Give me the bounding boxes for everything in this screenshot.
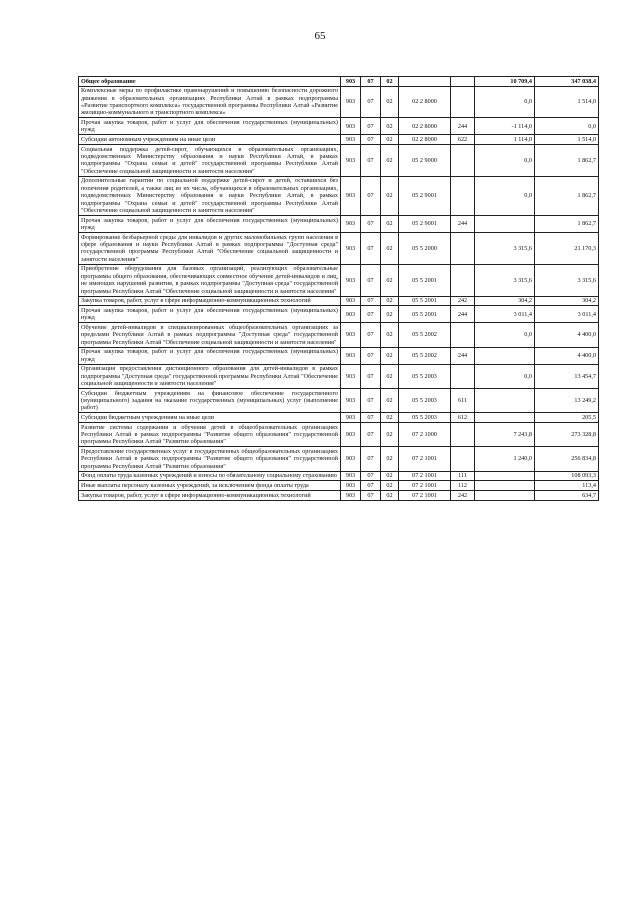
table-row — [79, 364, 599, 388]
rz-code-cell: 07 — [361, 145, 381, 177]
vr-code-cell: 242 — [451, 296, 475, 306]
amount-change-cell — [475, 389, 535, 413]
gr-code-cell: 903 — [341, 296, 361, 306]
vr-code-cell: 622 — [451, 135, 475, 145]
rz-code-cell: 07 — [361, 296, 381, 306]
item-name-cell: Предоставление государственных услуг в государственных общеобразовательных организациях Республики Алтай в рамках подпрограммы "Развитие общего образования" государственной программы Республики Алтай "Развитие образования" — [79, 447, 341, 471]
gr-code-cell: 903 — [341, 264, 361, 296]
vr-code-cell: 112 — [451, 481, 475, 491]
table-row — [79, 389, 599, 413]
vr-code-cell — [451, 447, 475, 471]
gr-code-cell: 903 — [341, 306, 361, 323]
gr-code-cell: 903 — [341, 86, 361, 118]
amount-total-cell: 3 315,6 — [535, 264, 599, 296]
amount-change-cell — [475, 491, 535, 501]
amount-total-cell: 108 093,3 — [535, 471, 599, 481]
pr-code-cell: 02 — [381, 491, 399, 501]
vr-code-cell: 244 — [451, 347, 475, 364]
amount-change-cell: 304,2 — [475, 296, 535, 306]
amount-change-cell — [475, 413, 535, 423]
pr-code-cell: 02 — [381, 323, 399, 347]
pr-code-cell: 02 — [381, 77, 399, 87]
csr-code-cell: 07 2 1001 — [399, 447, 451, 471]
amount-total-cell: 1 862,7 — [535, 145, 599, 177]
pr-code-cell: 02 — [381, 145, 399, 177]
table-row — [79, 216, 599, 233]
item-name-cell: Субсидии бюджетным учреждениям на иные цели — [79, 413, 341, 423]
vr-code-cell — [451, 233, 475, 265]
amount-change-cell: 1 240,0 — [475, 447, 535, 471]
vr-code-cell — [451, 264, 475, 296]
rz-code-cell: 07 — [361, 118, 381, 135]
pr-code-cell: 02 — [381, 423, 399, 447]
table-row — [79, 347, 599, 364]
vr-code-cell — [451, 423, 475, 447]
pr-code-cell: 02 — [381, 216, 399, 233]
gr-code-cell: 903 — [341, 364, 361, 388]
rz-code-cell: 07 — [361, 233, 381, 265]
pr-code-cell: 02 — [381, 86, 399, 118]
amount-change-cell: -1 114,0 — [475, 118, 535, 135]
amount-total-cell: 304,2 — [535, 296, 599, 306]
page-number: 65 — [314, 30, 326, 42]
csr-code-cell: 05 5 2003 — [399, 389, 451, 413]
vr-code-cell: 244 — [451, 306, 475, 323]
csr-code-cell: 05 5 2000 — [399, 233, 451, 265]
amount-change-cell: 3 315,6 — [475, 264, 535, 296]
gr-code-cell: 903 — [341, 447, 361, 471]
table-row — [79, 413, 599, 423]
item-name-cell: Формирование безбарьерной среды для инвалидов и других маломобильных групп населения в сфере образования и науки Республики Алтай в рамках подпрограммы "Доступная среда" государственной программы Республики Алтай "Обеспечение социальной защищенности и занятости населения" — [79, 233, 341, 265]
csr-code-cell: 07 2 1001 — [399, 491, 451, 501]
table-row — [79, 481, 599, 491]
pr-code-cell: 02 — [381, 471, 399, 481]
amount-total-cell: 113,4 — [535, 481, 599, 491]
csr-code-cell: 02 2 8000 — [399, 118, 451, 135]
pr-code-cell: 02 — [381, 413, 399, 423]
amount-total-cell: 0,0 — [535, 118, 599, 135]
pr-code-cell: 02 — [381, 296, 399, 306]
gr-code-cell: 903 — [341, 423, 361, 447]
item-name-cell: Комплексные меры по профилактике правонарушений и повышению безопасности дорожного движения в образовательных организациях Республики Алтай в рамках подпрограммы «Развитие транспортного комплекса» государственной программы Республики Алтай «Развитие жилищно-коммунального и транспортного комплекса» — [79, 86, 341, 118]
pr-code-cell: 02 — [381, 347, 399, 364]
gr-code-cell: 903 — [341, 176, 361, 215]
csr-code-cell: 05 2 9001 — [399, 216, 451, 233]
csr-code-cell: 02 2 8000 — [399, 135, 451, 145]
gr-code-cell: 903 — [341, 389, 361, 413]
budget-table — [78, 76, 599, 501]
amount-change-cell — [475, 471, 535, 481]
amount-change-cell: 0,0 — [475, 86, 535, 118]
rz-code-cell: 07 — [361, 491, 381, 501]
vr-code-cell — [451, 145, 475, 177]
csr-code-cell: 05 5 2001 — [399, 264, 451, 296]
amount-total-cell: 205,5 — [535, 413, 599, 423]
item-name-cell: Иные выплаты персоналу казенных учреждений, за исключением фонда оплаты труда — [79, 481, 341, 491]
vr-code-cell: 244 — [451, 118, 475, 135]
vr-code-cell — [451, 364, 475, 388]
amount-total-cell: 13 249,2 — [535, 389, 599, 413]
gr-code-cell: 903 — [341, 413, 361, 423]
pr-code-cell: 02 — [381, 135, 399, 145]
amount-total-cell: 256 834,8 — [535, 447, 599, 471]
gr-code-cell: 903 — [341, 118, 361, 135]
table-row — [79, 145, 599, 177]
rz-code-cell: 07 — [361, 364, 381, 388]
rz-code-cell: 07 — [361, 413, 381, 423]
item-name-cell: Фонд оплаты труда казенных учреждений и взносы по обязательному социальному страхованию — [79, 471, 341, 481]
item-name-cell: Дополнительные гарантии по социальной поддержке детей-сирот и детей, оставшихся без попечения родителей, а также лиц из их числа, обучающихся в образовательных организациях, подведомственных Министерству образования и науки Республики Алтай, в рамках подпрограммы "Охрана семьи и детей" государственной программы Республики Алтай "Обеспечение социальной защищенности и занятости населения" — [79, 176, 341, 215]
rz-code-cell: 07 — [361, 323, 381, 347]
table-row — [79, 491, 599, 501]
vr-code-cell — [451, 77, 475, 87]
amount-total-cell: 4 400,0 — [535, 347, 599, 364]
csr-code-cell: 07 2 1001 — [399, 471, 451, 481]
csr-code-cell: 02 2 8000 — [399, 86, 451, 118]
table-row — [79, 296, 599, 306]
pr-code-cell: 02 — [381, 447, 399, 471]
pr-code-cell: 02 — [381, 118, 399, 135]
rz-code-cell: 07 — [361, 389, 381, 413]
amount-total-cell: 1 514,0 — [535, 135, 599, 145]
table-row — [79, 118, 599, 135]
csr-code-cell: 05 5 2003 — [399, 364, 451, 388]
gr-code-cell: 903 — [341, 471, 361, 481]
csr-code-cell: 05 2 9001 — [399, 176, 451, 215]
amount-total-cell: 634,7 — [535, 491, 599, 501]
table-row — [79, 306, 599, 323]
amount-change-cell: 7 243,8 — [475, 423, 535, 447]
pr-code-cell: 02 — [381, 481, 399, 491]
table-row — [79, 86, 599, 118]
table-row — [79, 264, 599, 296]
item-name-cell: Субсидии автономным учреждениям на иные цели — [79, 135, 341, 145]
csr-code-cell: 07 2 1001 — [399, 481, 451, 491]
rz-code-cell: 07 — [361, 135, 381, 145]
amount-total-cell: 1 862,7 — [535, 176, 599, 215]
vr-code-cell: 611 — [451, 389, 475, 413]
rz-code-cell: 07 — [361, 306, 381, 323]
vr-code-cell: 111 — [451, 471, 475, 481]
rz-code-cell: 07 — [361, 216, 381, 233]
item-name-cell: Прочая закупка товаров, работ и услуг для обеспечения государственных (муниципальных) нужд — [79, 118, 341, 135]
csr-code-cell: 07 2 1000 — [399, 423, 451, 447]
csr-code-cell — [399, 77, 451, 87]
pr-code-cell: 02 — [381, 306, 399, 323]
table-row — [79, 135, 599, 145]
vr-code-cell — [451, 176, 475, 215]
amount-change-cell: 10 709,4 — [475, 77, 535, 87]
amount-change-cell — [475, 216, 535, 233]
amount-change-cell: 0,0 — [475, 145, 535, 177]
vr-code-cell: 242 — [451, 491, 475, 501]
gr-code-cell: 903 — [341, 145, 361, 177]
pr-code-cell: 02 — [381, 364, 399, 388]
pr-code-cell: 02 — [381, 176, 399, 215]
amount-change-cell — [475, 481, 535, 491]
vr-code-cell — [451, 86, 475, 118]
vr-code-cell: 244 — [451, 216, 475, 233]
gr-code-cell: 903 — [341, 135, 361, 145]
amount-change-cell: 0,0 — [475, 176, 535, 215]
amount-total-cell: 273 328,8 — [535, 423, 599, 447]
table-row — [79, 176, 599, 215]
rz-code-cell: 07 — [361, 481, 381, 491]
item-name-cell: Закупка товаров, работ, услуг в сфере информационно-коммуникационных технологий — [79, 491, 341, 501]
item-name-cell: Прочая закупка товаров, работ и услуг для обеспечения государственных (муниципальных) нужд — [79, 216, 341, 233]
item-name-cell: Прочая закупка товаров, работ и услуг для обеспечения государственных (муниципальных) нужд — [79, 306, 341, 323]
csr-code-cell: 05 5 2003 — [399, 413, 451, 423]
item-name-cell: Прочая закупка товаров, работ и услуг для обеспечения государственных (муниципальных) нужд — [79, 347, 341, 364]
table-row — [79, 471, 599, 481]
table-body — [79, 77, 599, 501]
amount-total-cell: 347 038,4 — [535, 77, 599, 87]
gr-code-cell: 903 — [341, 481, 361, 491]
pr-code-cell: 02 — [381, 233, 399, 265]
table-row — [79, 423, 599, 447]
rz-code-cell: 07 — [361, 264, 381, 296]
table-row — [79, 323, 599, 347]
item-name-cell: Организация предоставления дистанционного образования для детей-инвалидов в рамках подпрограммы "Доступная среда" государственной программы Республики Алтай "Обеспечение социальной защищенности и занятости населения" — [79, 364, 341, 388]
amount-change-cell: 3 315,6 — [475, 233, 535, 265]
rz-code-cell: 07 — [361, 423, 381, 447]
rz-code-cell: 07 — [361, 77, 381, 87]
item-name-cell: Закупка товаров, работ, услуг в сфере информационно-коммуникационных технологий — [79, 296, 341, 306]
rz-code-cell: 07 — [361, 471, 381, 481]
vr-code-cell: 612 — [451, 413, 475, 423]
vr-code-cell — [451, 323, 475, 347]
pr-code-cell: 02 — [381, 264, 399, 296]
csr-code-cell: 05 2 9000 — [399, 145, 451, 177]
gr-code-cell: 903 — [341, 77, 361, 87]
gr-code-cell: 903 — [341, 491, 361, 501]
amount-total-cell: 13 454,7 — [535, 364, 599, 388]
amount-change-cell: 0,0 — [475, 323, 535, 347]
item-name-cell: Общее образование — [79, 77, 341, 87]
csr-code-cell: 05 5 2001 — [399, 306, 451, 323]
item-name-cell: Приобретение оборудования для базовых организаций, реализующих образовательные программы общего образования, обеспечивающих совместное обучение детей-инвалидов и лиц, не имеющих нарушений развития, в рамках подпрограммы "Доступная среда" государственной программы Республики Алтай "Обеспечение социальной защищенности и занятости населения" — [79, 264, 341, 296]
gr-code-cell: 903 — [341, 216, 361, 233]
csr-code-cell: 05 5 2002 — [399, 323, 451, 347]
amount-total-cell: 4 400,0 — [535, 323, 599, 347]
gr-code-cell: 903 — [341, 323, 361, 347]
pr-code-cell: 02 — [381, 389, 399, 413]
item-name-cell: Развитие системы содержания и обучения детей в общеобразовательных организациях Республики Алтай в рамках подпрограммы "Развитие общего образования" государственной программы Республики Алтай "Развитие образования" — [79, 423, 341, 447]
gr-code-cell: 903 — [341, 347, 361, 364]
rz-code-cell: 07 — [361, 176, 381, 215]
amount-total-cell: 1 862,7 — [535, 216, 599, 233]
amount-total-cell: 1 514,0 — [535, 86, 599, 118]
item-name-cell: Субсидии бюджетным учреждениям на финансовое обеспечение государственного (муниципального) задания на оказание государственных (муниципальных) услуг (выполнение работ) — [79, 389, 341, 413]
csr-code-cell: 05 5 2001 — [399, 296, 451, 306]
gr-code-cell: 903 — [341, 233, 361, 265]
rz-code-cell: 07 — [361, 347, 381, 364]
rz-code-cell: 07 — [361, 86, 381, 118]
table-row — [79, 447, 599, 471]
amount-change-cell: 3 011,4 — [475, 306, 535, 323]
amount-change-cell: 1 114,0 — [475, 135, 535, 145]
amount-change-cell — [475, 347, 535, 364]
table-row — [79, 233, 599, 265]
section-header-row — [79, 77, 599, 87]
item-name-cell: Социальная поддержка детей-сирот, обучающихся в образовательных организациях, подведомственных Министерству образования и науки Республики Алтай, в рамках подпрограммы "Охрана семьи и детей" государственной программы Республики Алтай "Обеспечение социальной защищенности и занятости населения" — [79, 145, 341, 177]
amount-total-cell: 3 011,4 — [535, 306, 599, 323]
item-name-cell: Обучение детей-инвалидов в специализированных общеобразовательных организациях за пределами Республики Алтай в рамках подпрограммы "Доступная среда" государственной программы Республики Алтай "Обеспечение социальной защищенности и занятости населения" — [79, 323, 341, 347]
rz-code-cell: 07 — [361, 447, 381, 471]
amount-total-cell: 21 170,3 — [535, 233, 599, 265]
csr-code-cell: 05 5 2002 — [399, 347, 451, 364]
amount-change-cell: 0,0 — [475, 364, 535, 388]
